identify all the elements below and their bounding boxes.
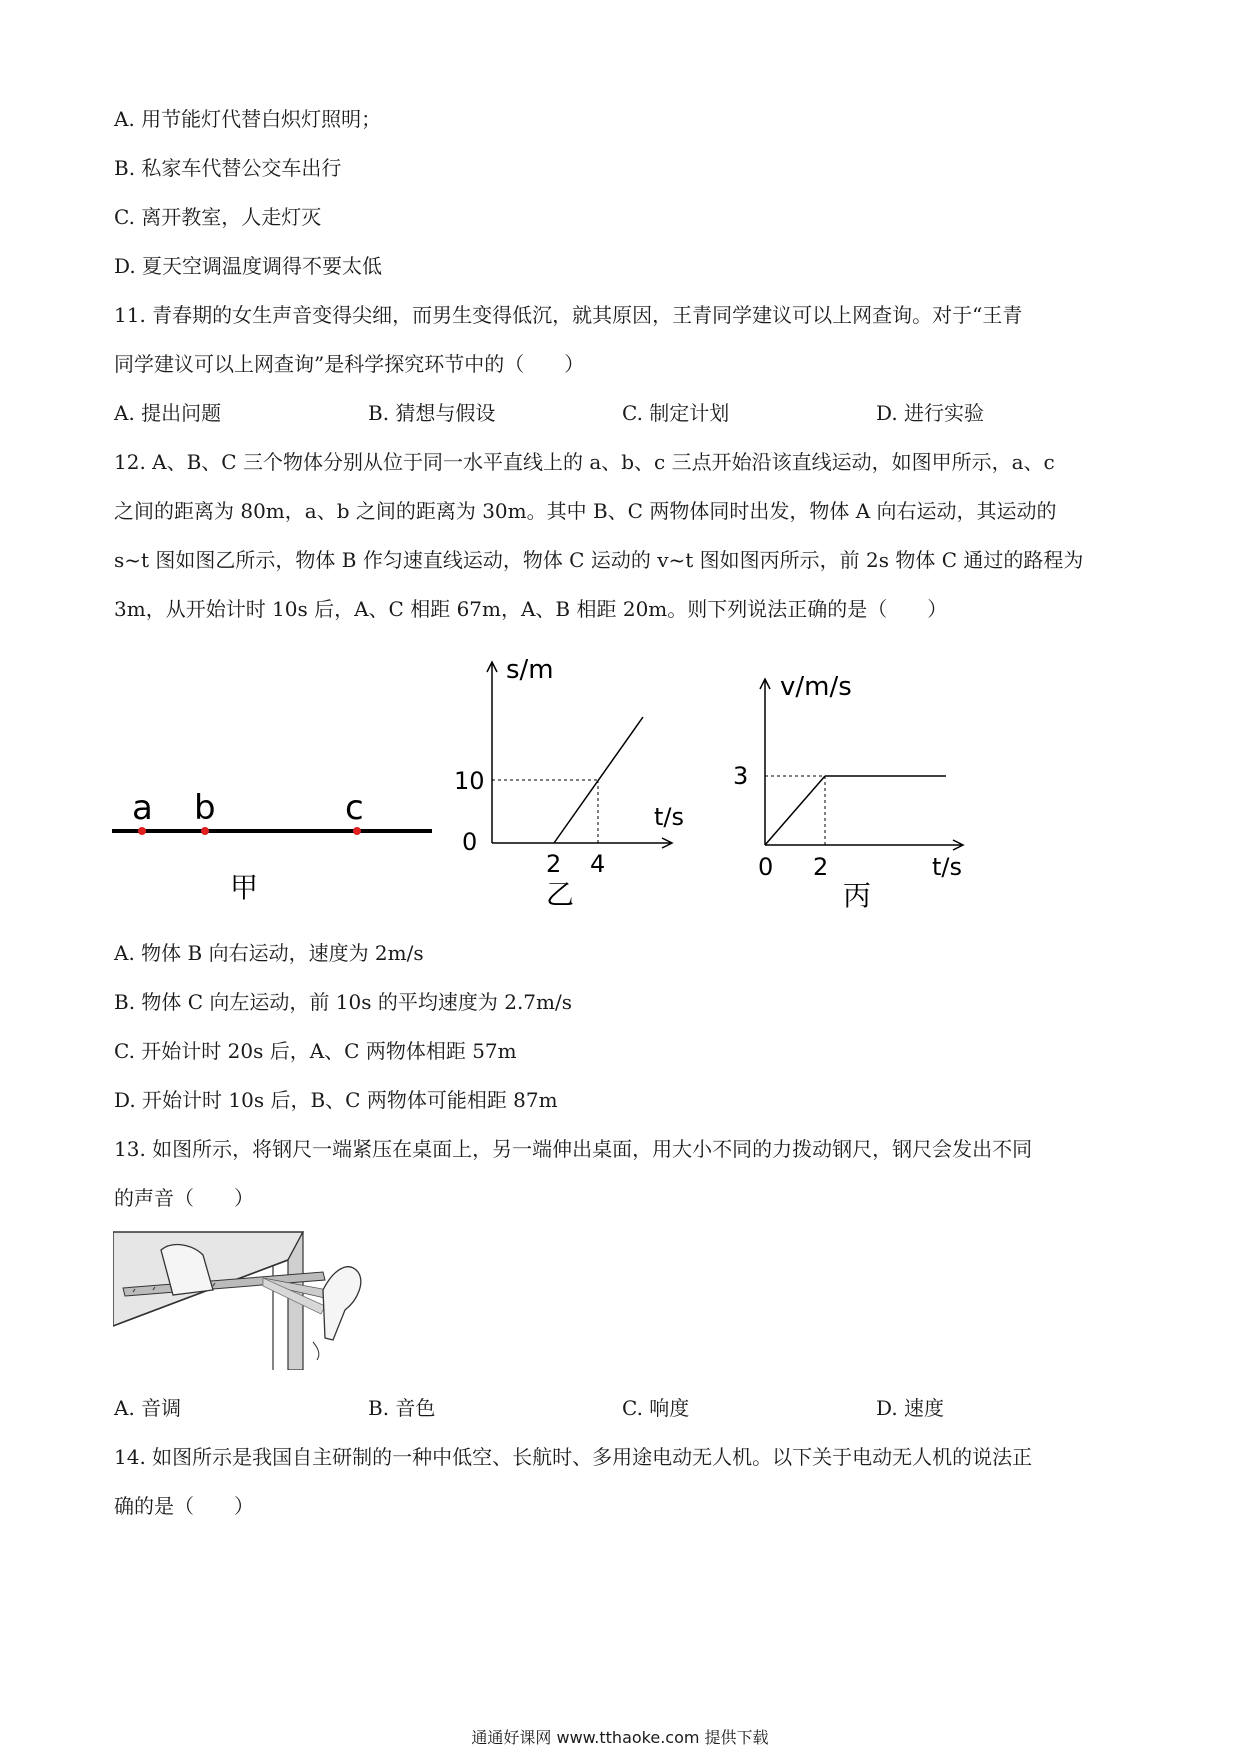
q12-option-c: C. 开始计时 20s 后，A、C 两物体相距 57m [114,1039,517,1063]
ruler-illustration [113,1230,383,1370]
q13-stem-line1: 13. 如图所示，将钢尺一端紧压在桌面上，另一端伸出桌面，用大小不同的力拨动钢尺，钢尺会发出不同 [114,1137,1033,1161]
caption-yi: 乙 [546,878,575,910]
q14-stem-line2: 确的是（ ） [114,1494,254,1518]
q13-option-b: B. 音色 [368,1396,436,1420]
q13-option-d: D. 速度 [876,1396,945,1420]
q11-options [114,400,1114,426]
q13-stem-line2: 的声音（ ） [114,1186,254,1210]
figure-jia [110,770,440,910]
q11-option-d: D. 进行实验 [876,401,985,425]
xtick-0: 0 [758,853,774,881]
q13-option-a: A. 音调 [114,1396,182,1420]
q11-option-a: A. 提出问题 [114,401,222,425]
label-a: a [132,788,153,828]
figure-yi [450,650,700,910]
xlabel-t-bing: t/s [932,853,962,881]
label-b: b [194,788,216,828]
v-t-ramp [765,776,825,845]
q14-stem-line1: 14. 如图所示是我国自主研制的一种中低空、长航时、多用途电动无人机。以下关于电动无人机的说法正 [114,1445,1033,1469]
q11-stem-line1: 11. 青春期的女生声音变得尖细，而男生变得低沉，就其原因，王青同学建议可以上网查询。对于“王青 [114,303,1023,327]
q12-stem-line3: s~t 图如图乙所示，物体 B 作匀速直线运动，物体 C 运动的 v~t 图如图丙所示，前 2s 物体 C 通过的路程为 [114,548,1084,572]
figure-bing [725,665,985,910]
q10-option-c: C. 离开教室，人走灯灭 [114,205,322,229]
point-c [353,827,361,835]
q12-stem-line4: 3m，从开始计时 10s 后，A、C 相距 67m，A、B 相距 20m。则下列说法正确的是（ ） [114,597,948,621]
q12-option-d: D. 开始计时 10s 后，B、C 两物体可能相距 87m [114,1088,558,1112]
q12-stem-line1: 12. A、B、C 三个物体分别从位于同一水平直线上的 a、b、c 三点开始沿该直线运动，如图甲所示，a、c [114,450,1055,474]
q12-option-a: A. 物体 B 向右运动，速度为 2m/s [114,941,424,965]
ytick-3: 3 [733,762,749,790]
caption-jia: 甲 [230,871,259,904]
q11-stem-line2: 同学建议可以上网查询”是科学探究环节中的（ ） [114,352,585,376]
q13-option-c: C. 响度 [622,1396,690,1420]
xtick-2: 2 [546,850,562,878]
caption-bing: 丙 [843,879,872,910]
xtick-2-bing: 2 [813,853,829,881]
q10-option-a: A. 用节能灯代替白炽灯照明； [114,107,382,131]
page-footer: 通通好课网 www.tthaoke.com 提供下载 [471,1728,769,1747]
q10-option-b: B. 私家车代替公交车出行 [114,156,342,180]
q10-option-d: D. 夏天空调温度调得不要太低 [114,254,383,278]
q12-stem-line2: 之间的距离为 80m，a、b 之间的距离为 30m。其中 B、C 两物体同时出发，物体 A 向右运动，其运动的 [114,499,1057,523]
ytick-10: 10 [454,767,485,795]
q13-options [114,1395,1114,1421]
label-c: c [345,788,364,828]
q11-option-b: B. 猜想与假设 [368,401,496,425]
point-a [138,827,146,835]
xtick-4: 4 [590,850,606,878]
ylabel-s: s/m [506,655,554,685]
q11-option-c: C. 制定计划 [622,401,730,425]
q12-option-b: B. 物体 C 向左运动，前 10s 的平均速度为 2.7m/s [114,990,572,1014]
ylabel-v: v/m/s [780,672,852,702]
xlabel-t: t/s [654,803,684,831]
point-b [201,827,209,835]
origin-0: 0 [462,828,478,856]
